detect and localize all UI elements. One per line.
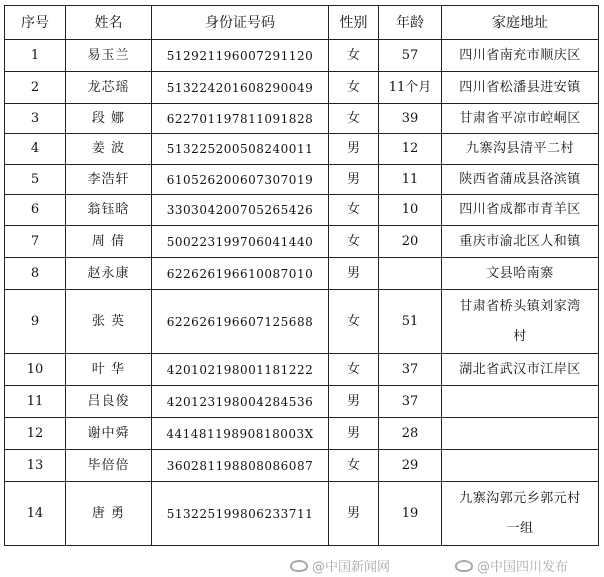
row-number: 5 [5, 165, 66, 195]
row-name: 唐 勇 [66, 482, 152, 546]
table-row [5, 104, 599, 134]
weibo-icon [455, 560, 473, 572]
row-age: 39 [379, 104, 442, 134]
table-row [5, 418, 599, 450]
row-name: 李浩轩 [66, 165, 152, 195]
watermark-chinanews: @中国新闻网 [290, 556, 390, 575]
table-row [5, 482, 599, 546]
row-name: 龙芯瑶 [66, 72, 152, 104]
table-row [5, 258, 599, 290]
row-address [442, 418, 599, 450]
row-id-number: 513224201608290049 [152, 72, 329, 104]
address-line: 九寨沟郭元乡郭元村 [459, 490, 581, 506]
row-age: 29 [379, 450, 442, 482]
row-sex: 男 [329, 165, 379, 195]
row-name: 易玉兰 [66, 40, 152, 72]
table-row [5, 195, 599, 226]
row-sex: 女 [329, 450, 379, 482]
header-sex: 性别 [329, 6, 379, 40]
row-name: 姜 波 [66, 134, 152, 165]
table-row [5, 134, 599, 165]
row-age: 10 [379, 195, 442, 226]
address-line: 四川省南充市顺庆区 [459, 47, 581, 63]
row-sex: 女 [329, 226, 379, 258]
row-number: 8 [5, 258, 66, 290]
casualty-table [4, 5, 599, 546]
row-address [442, 104, 599, 134]
row-number: 2 [5, 72, 66, 104]
row-sex: 男 [329, 386, 379, 418]
row-age: 12 [379, 134, 442, 165]
row-sex: 男 [329, 258, 379, 290]
row-number: 10 [5, 354, 66, 386]
row-sex: 女 [329, 354, 379, 386]
header-address: 家庭地址 [442, 6, 599, 40]
row-address [442, 165, 599, 195]
row-address [442, 450, 599, 482]
row-name: 吕良俊 [66, 386, 152, 418]
header-age: 年龄 [379, 6, 442, 40]
address-line: 陕西省蒲成县洛滨镇 [459, 171, 581, 187]
row-name: 周 倩 [66, 226, 152, 258]
row-name: 翁钰晗 [66, 195, 152, 226]
row-id-number: 513225199806233711 [152, 482, 329, 546]
watermark-sichuan: @中国四川发布 [455, 556, 568, 575]
table-header [5, 6, 599, 40]
table-row [5, 72, 599, 104]
table-row [5, 290, 599, 354]
row-number: 1 [5, 40, 66, 72]
row-age: 20 [379, 226, 442, 258]
row-age: 37 [379, 354, 442, 386]
row-age: 37 [379, 386, 442, 418]
table-row [5, 386, 599, 418]
address-line: 村 [513, 328, 527, 344]
row-sex: 女 [329, 104, 379, 134]
row-age [379, 258, 442, 290]
row-name: 谢中舜 [66, 418, 152, 450]
address-line: 甘肃省平凉市崆峒区 [459, 110, 581, 126]
row-number: 13 [5, 450, 66, 482]
row-sex: 女 [329, 290, 379, 354]
row-sex: 男 [329, 134, 379, 165]
row-address [442, 226, 599, 258]
row-sex: 男 [329, 418, 379, 450]
row-age: 11个月 [379, 72, 442, 104]
row-sex: 女 [329, 72, 379, 104]
table-row [5, 40, 599, 72]
row-number: 3 [5, 104, 66, 134]
row-id-number: 610526200607307019 [152, 165, 329, 195]
row-id-number: 500223199706041440 [152, 226, 329, 258]
row-address [442, 354, 599, 386]
row-number: 9 [5, 290, 66, 354]
row-id-number: 44148119890818003X [152, 418, 329, 450]
row-id-number: 512921196007291120 [152, 40, 329, 72]
row-id-number: 420123198004284536 [152, 386, 329, 418]
row-id-number: 360281198808086087 [152, 450, 329, 482]
address-line: 重庆市渝北区人和镇 [459, 233, 581, 249]
table-body [5, 40, 599, 546]
row-sex: 女 [329, 195, 379, 226]
address-line: 文县哈南寨 [486, 265, 554, 281]
row-id-number: 420102198001181222 [152, 354, 329, 386]
address-line: 九寨沟县清平二村 [465, 141, 574, 156]
table-row [5, 450, 599, 482]
row-address [442, 195, 599, 226]
row-number: 14 [5, 482, 66, 546]
row-number: 12 [5, 418, 66, 450]
row-name: 赵永康 [66, 258, 152, 290]
row-number: 7 [5, 226, 66, 258]
row-number: 4 [5, 134, 66, 165]
row-age: 51 [379, 290, 442, 354]
row-number: 6 [5, 195, 66, 226]
address-line: 四川省松潘县进安镇 [459, 79, 581, 95]
row-address [442, 40, 599, 72]
row-name: 张 英 [66, 290, 152, 354]
row-address [442, 482, 599, 546]
row-address [442, 72, 599, 104]
header-name: 姓名 [66, 6, 152, 40]
row-age: 19 [379, 482, 442, 546]
header-no: 序号 [5, 6, 66, 40]
header-id: 身份证号码 [152, 6, 329, 40]
row-address [442, 258, 599, 290]
row-age: 57 [379, 40, 442, 72]
row-id-number: 622701197811091828 [152, 104, 329, 134]
row-name: 毕倍倍 [66, 450, 152, 482]
table-row [5, 354, 599, 386]
address-line: 湖北省武汉市江岸区 [459, 361, 581, 377]
row-address [442, 290, 599, 354]
row-name: 叶 华 [66, 354, 152, 386]
address-line: 一组 [506, 520, 534, 536]
weibo-icon [290, 560, 308, 572]
row-age: 28 [379, 418, 442, 450]
row-id-number: 622626196607125688 [152, 290, 329, 354]
row-sex: 男 [329, 482, 379, 546]
row-age: 11 [379, 165, 442, 195]
row-name: 段 娜 [66, 104, 152, 134]
row-address [442, 134, 599, 165]
row-sex: 女 [329, 40, 379, 72]
row-address [442, 386, 599, 418]
address-line: 四川省成都市青羊区 [459, 202, 581, 217]
table-row [5, 165, 599, 195]
table-row [5, 226, 599, 258]
row-number: 11 [5, 386, 66, 418]
row-id-number: 330304200705265426 [152, 195, 329, 226]
row-id-number: 622626196610087010 [152, 258, 329, 290]
address-line: 甘肃省桥头镇刘家湾 [459, 298, 581, 314]
row-id-number: 513225200508240011 [152, 134, 329, 165]
